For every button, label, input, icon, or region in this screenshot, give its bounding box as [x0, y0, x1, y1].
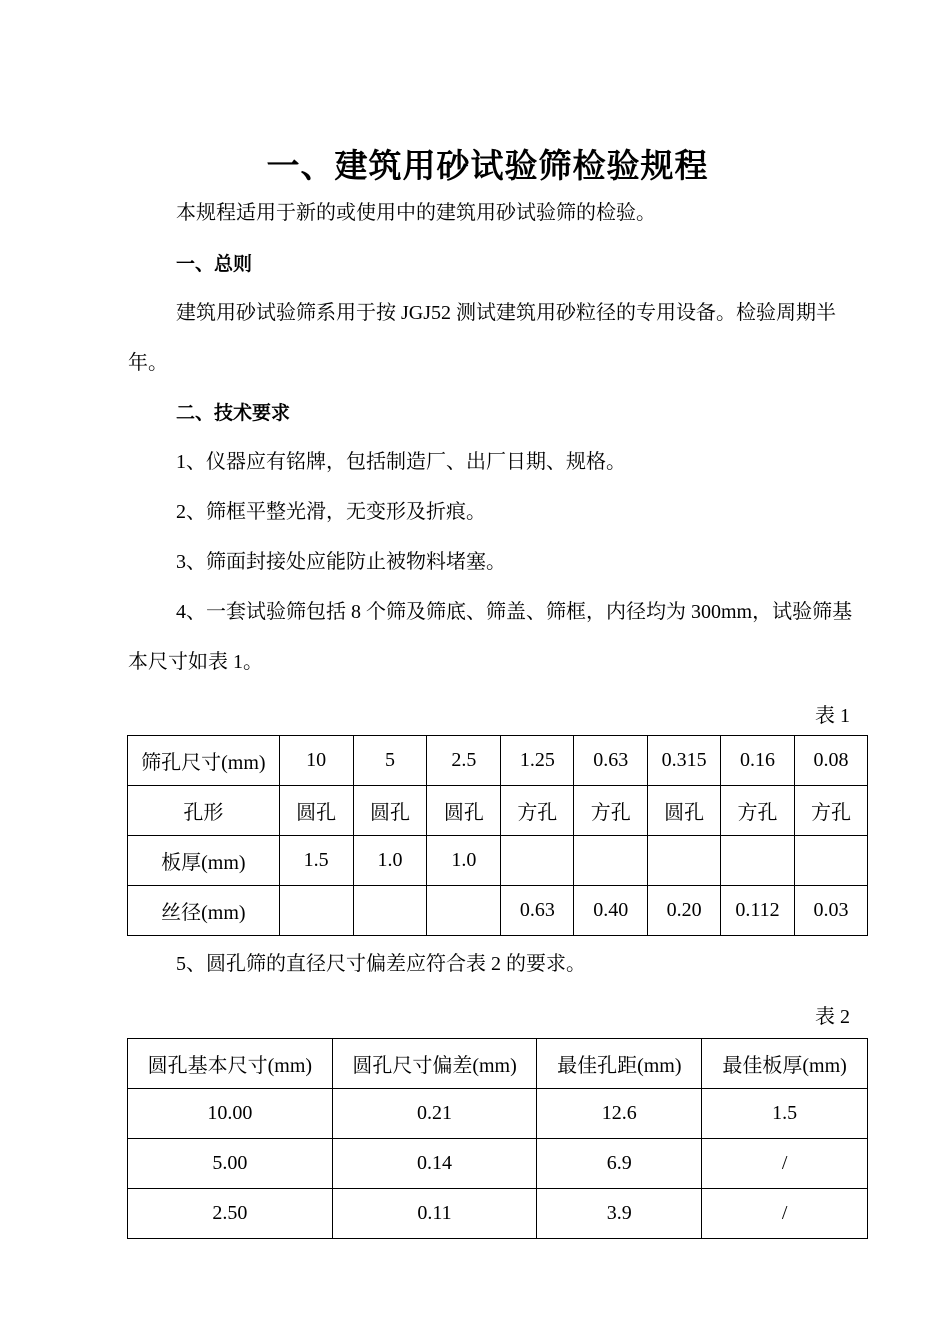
row-header-cell: 孔形: [128, 786, 280, 836]
table-cell: 1.5: [702, 1089, 868, 1139]
table-cell: 5: [353, 736, 427, 786]
table-cell: [279, 886, 353, 936]
table-cell: 1.5: [279, 836, 353, 886]
table-cell: 方孔: [574, 786, 648, 836]
table-cell: [574, 836, 648, 886]
table-cell: /: [702, 1139, 868, 1189]
table-cell: [721, 836, 795, 886]
table-cell: 1.0: [353, 836, 427, 886]
table-cell: [795, 836, 868, 886]
requirement-item-1: 1、仪器应有铭牌，包括制造厂、出厂日期、规格。: [176, 451, 626, 473]
column-header-cell: 圆孔尺寸偏差(mm): [332, 1039, 537, 1089]
table2-hole-tolerance: [127, 1038, 868, 1239]
table-cell: 0.315: [648, 736, 721, 786]
table-cell: 0.63: [574, 736, 648, 786]
column-header-cell: 最佳孔距(mm): [537, 1039, 702, 1089]
table-cell: /: [702, 1189, 868, 1239]
row-header-cell: 板厚(mm): [128, 836, 280, 886]
table-row: [128, 1139, 868, 1189]
table-row: [128, 836, 868, 886]
row-header-cell: 丝径(mm): [128, 886, 280, 936]
table-cell: 2.5: [427, 736, 501, 786]
table-cell: 圆孔: [427, 786, 501, 836]
table-cell: 0.11: [332, 1189, 537, 1239]
section1-heading: 一、总则: [176, 253, 253, 275]
table-cell: 0.16: [721, 736, 795, 786]
table-row: [128, 1089, 868, 1139]
table2-caption: 表 2: [815, 1006, 850, 1028]
table-cell: 10.00: [128, 1089, 333, 1139]
table-cell: 0.14: [332, 1139, 537, 1189]
table-cell: 1.25: [501, 736, 574, 786]
table-row: [128, 1189, 868, 1239]
table-row: [128, 736, 868, 786]
intro-paragraph: 本规程适用于新的或使用中的建筑用砂试验筛的检验。: [176, 202, 656, 224]
row-header-cell: 筛孔尺寸(mm): [128, 736, 280, 786]
document-title: 一、建筑用砂试验筛检验规程: [266, 146, 709, 185]
table-cell: [648, 836, 721, 886]
table-cell: 0.03: [795, 886, 868, 936]
table-cell: 方孔: [501, 786, 574, 836]
table-cell: 圆孔: [279, 786, 353, 836]
table-cell: 圆孔: [353, 786, 427, 836]
table-header-row: [128, 1039, 868, 1089]
requirement-item-3: 3、筛面封接处应能防止被物料堵塞。: [176, 551, 506, 573]
table-cell: 12.6: [537, 1089, 702, 1139]
requirement-item-5: 5、圆孔筛的直径尺寸偏差应符合表 2 的要求。: [176, 953, 586, 975]
table-cell: 6.9: [537, 1139, 702, 1189]
table-cell: 0.40: [574, 886, 648, 936]
table-cell: 0.63: [501, 886, 574, 936]
table-cell: 0.20: [648, 886, 721, 936]
section1-paragraph: 建筑用砂试验筛系用于按 JGJ52 测试建筑用砂粒径的专用设备。检验周期半年。: [128, 302, 837, 374]
table-cell: 3.9: [537, 1189, 702, 1239]
column-header-cell: 圆孔基本尺寸(mm): [128, 1039, 333, 1089]
table1-caption: 表 1: [815, 705, 850, 727]
table-cell: 0.08: [795, 736, 868, 786]
table-cell: [427, 886, 501, 936]
table-cell: 10: [279, 736, 353, 786]
table-cell: 0.21: [332, 1089, 537, 1139]
table-cell: 0.112: [721, 886, 795, 936]
table-cell: [353, 886, 427, 936]
section2-heading: 二、技术要求: [176, 402, 291, 424]
table-cell: 方孔: [721, 786, 795, 836]
table1-sieve-sizes: [127, 735, 868, 936]
table-cell: 5.00: [128, 1139, 333, 1189]
table-cell: 方孔: [795, 786, 868, 836]
requirement-item-4: 4、一套试验筛包括 8 个筛及筛底、筛盖、筛框，内径均为 300mm，试验筛基本尺寸如表 1。: [128, 601, 853, 673]
table-cell: 1.0: [427, 836, 501, 886]
table-row: [128, 786, 868, 836]
table-cell: [501, 836, 574, 886]
requirement-item-2: 2、筛框平整光滑，无变形及折痕。: [176, 501, 486, 523]
table-cell: 圆孔: [648, 786, 721, 836]
column-header-cell: 最佳板厚(mm): [702, 1039, 868, 1089]
table-cell: 2.50: [128, 1189, 333, 1239]
table-row: [128, 886, 868, 936]
